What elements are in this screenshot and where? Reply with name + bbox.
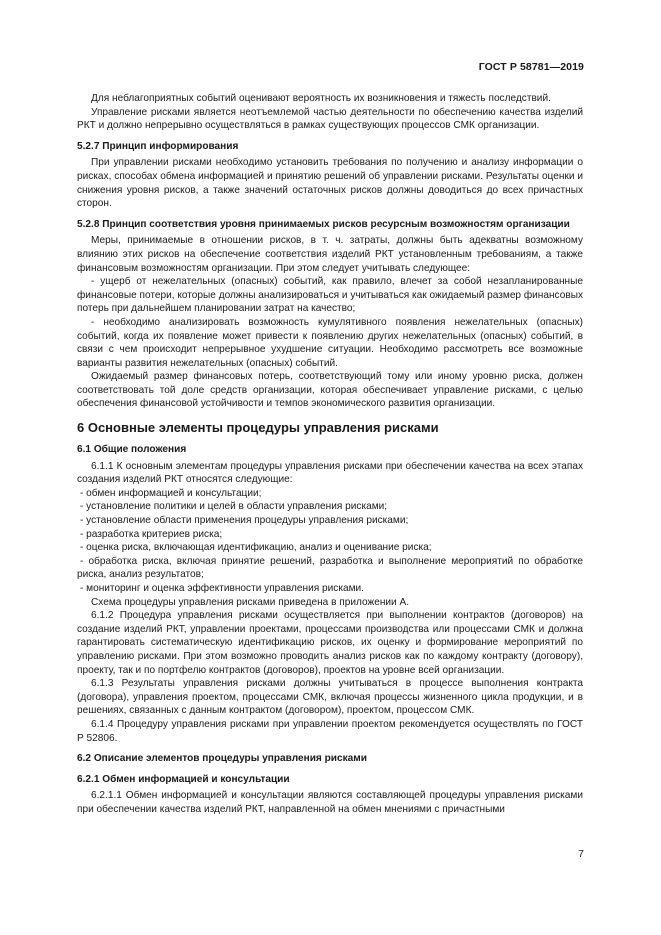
list-item: - ущерб от нежелательных (опасных) событий, как правило, влечет за собой незапланированные финансовые потери, которые должны анализироваться и учитываться как ожидаемый размер финансовых потерь при дальнейшем планировании затрат на качество; bbox=[77, 276, 583, 315]
section-heading-6-1: 6.1 Общие положения bbox=[77, 444, 187, 456]
paragraph: 6.1.3 Результаты управления рисками должны учитываться в процессе выполнения контракта (договора), управления проектом, процессами СМК, включая процессы жизненного цикла продукции, и в решениях, связанных с данным контрактом (договором), проектом, процессом СМК. bbox=[77, 678, 583, 717]
paragraph: Для неблагоприятных событий оценивают вероятность их возникновения и тяжесть последствий. bbox=[91, 93, 551, 104]
section-heading-5-2-8: 5.2.8 Принцип соответствия уровня принимаемых рисков ресурсным возможностям организации bbox=[77, 218, 570, 230]
list-item: - разработка критериев риска; bbox=[80, 528, 223, 540]
section-heading-5-2-7: 5.2.7 Принцип информирования bbox=[77, 140, 239, 152]
section-heading-6-2: 6.2 Описание элементов процедуры управления рисками bbox=[77, 753, 367, 765]
paragraph: При управлении рисками необходимо установить требования по получению и анализу информации о рисках, способах обмена информацией и принятию решений об управлении рисками. Результаты оценки и снижения уровня рисков, а также значений остаточных рисков должны доводиться до всех причастных сторон. bbox=[77, 157, 583, 210]
paragraph: Управление рисками является неотъемлемой частью деятельности по обеспечению качества изделий РКТ и должно непрерывно осуществляться в рамках существующих процессов СМК организации. bbox=[77, 106, 583, 132]
list-item: - установление политики и целей в области управления рисками; bbox=[80, 501, 388, 513]
standard-header: ГОСТ Р 58781—2019 bbox=[478, 61, 584, 73]
page-number: 7 bbox=[578, 848, 584, 860]
paragraph: 6.1.4 Процедуру управления рисками при управлении проектом рекомендуется осуществлять по ГОСТ Р 52806. bbox=[77, 718, 583, 744]
paragraph: Меры, принимаемые в отношении рисков, в т. ч. затраты, должны быть адекватны возможному влиянию этих рисков на обеспечение соответствия изделий РКТ установленным требованиям, а также финансовым возможностям организации. При этом следует учитывать следующее: bbox=[77, 235, 583, 274]
paragraph: 6.2.1.1 Обмен информацией и консультации являются составляющей процедуры управления рисками при обеспечении качества изделий РКТ, направленной на обмен мнениями с причастными bbox=[77, 790, 583, 815]
list-item: - оценка риска, включающая идентификацию, анализ и оценивание риска; bbox=[80, 542, 432, 554]
paragraph: 6.1.1 К основным элементам процедуры управления рисками при обеспечении качества на всех этапах создания изделий РКТ относятся следующие: bbox=[77, 460, 583, 486]
list-item: - обмен информацией и консультации; bbox=[80, 487, 262, 499]
list-item: - мониторинг и оценка эффективности управления рисками. bbox=[80, 583, 364, 594]
paragraph: 6.1.2 Процедура управления рисками осуществляется при выполнении контрактов (договоров) на создание изделий РКТ, управлении проектами, процессами производства или процессами СМК и должна гарантировать систематическую идентификацию рисков, их оценку и формирование мероприятий по управлению рисками. При этом возможно проводить анализ рисков как по каждому контракту (договору), проекту, так и по портфелю контрактов (договоров), проектов на уровне всей организации. bbox=[77, 610, 583, 676]
list-item: - обработка риска, включая принятие решений, разработка и выполнение мероприятий по обработке риска, анализ результатов; bbox=[77, 555, 583, 581]
paragraph: Схема процедуры управления рисками приведена в приложении А. bbox=[91, 596, 410, 608]
list-item: - установление области применения процедуры управления рисками; bbox=[80, 515, 409, 527]
document-body bbox=[77, 92, 583, 817]
paragraph: Ожидаемый размер финансовых потерь, соответствующий тому или иному уровню риска, должен соответствовать той доле средств организации, которая обеспечивает управление рисками, с целью обеспечения финансовой устойчивости и темпов экономического развития организации. bbox=[77, 371, 583, 410]
section-heading-6-2-1: 6.2.1 Обмен информацией и консультации bbox=[77, 773, 290, 785]
section-heading-6: 6 Основные элементы процедуры управления рисками bbox=[77, 420, 439, 436]
list-item: - необходимо анализировать возможность кумулятивного появления нежелательных (опасных) событий, когда их появление может привести к появлению других нежелательных (опасных) событий, в связи с чем происходит непрерывное ухудшение ситуации. Необходимо рассмотреть все возможные варианты развития нежелательных (опасных) событий. bbox=[77, 316, 583, 369]
